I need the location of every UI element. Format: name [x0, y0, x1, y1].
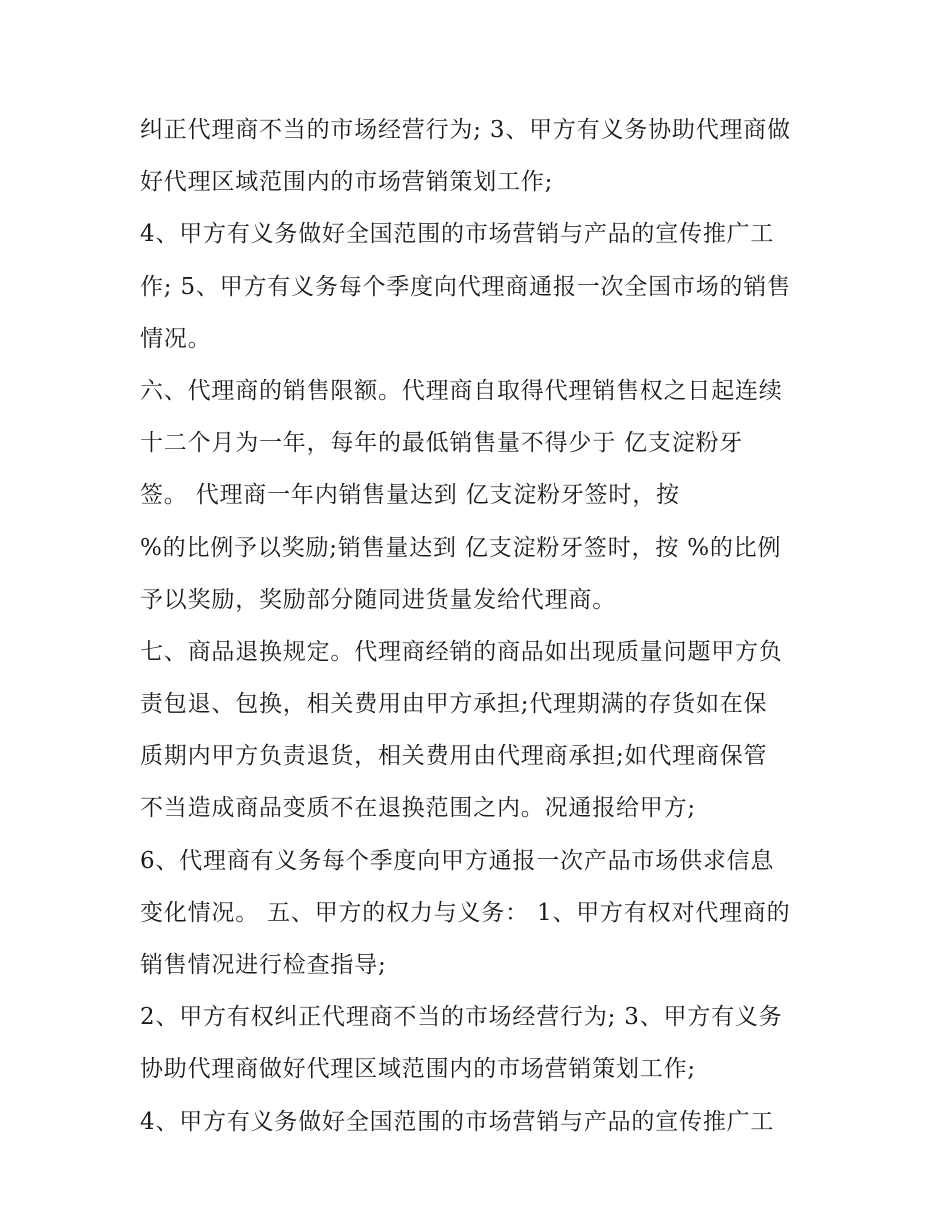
text-line: 七、商品退换规定。代理商经销的商品如出现质量问题甲方负	[140, 638, 783, 665]
text-line: 十二个月为一年，每年的最低销售量不得少于 亿支淀粉牙	[140, 430, 744, 457]
text-line: 质期内甲方负责退货，相关费用由代理商承担;如代理商保管	[140, 743, 768, 770]
text-line: 作; 5、甲方有义务每个季度向代理商通报一次全国市场的销售	[140, 273, 791, 300]
text-line: 4、甲方有义务做好全国范围的市场营销与产品的宣传推广工	[140, 221, 775, 248]
text-line: 责包退、包换，相关费用由甲方承担;代理期满的存货如在保	[140, 691, 768, 718]
text-line: 纠正代理商不当的市场经营行为; 3、甲方有义务协助代理商做	[140, 117, 791, 143]
text-line: 变化情况。 五、甲方的权力与义务： 1、甲方有权对代理商的	[140, 899, 791, 926]
text-line: 2、甲方有权纠正代理商不当的市场经营行为; 3、甲方有义务	[140, 1004, 783, 1031]
text-line: 情况。	[140, 325, 212, 352]
text-line: 协助代理商做好代理区域范围内的市场营销策划工作;	[140, 1056, 696, 1083]
text-line: %的比例予以奖励;销售量达到 亿支淀粉牙签时，按 %的比例	[140, 534, 782, 561]
text-line: 签。 代理商一年内销售量达到 亿支淀粉牙签时，按	[140, 482, 680, 509]
text-line: 销售情况进行检查指导;	[140, 952, 387, 978]
text-line: 六、代理商的销售限额。代理商自取得代理销售权之日起连续	[140, 377, 783, 404]
text-line: 不当造成商品变质不在退换范围之内。况通报给甲方;	[140, 795, 696, 822]
body-text	[140, 104, 820, 1148]
text-line: 好代理区域范围内的市场营销策划工作;	[140, 169, 554, 196]
text-line: 4、甲方有义务做好全国范围的市场营销与产品的宣传推广工	[140, 1108, 775, 1135]
text-line: 予以奖励，奖励部分随同进货量发给代理商。	[140, 586, 616, 613]
text-line: 6、代理商有义务每个季度向甲方通报一次产品市场供求信息	[140, 847, 775, 874]
